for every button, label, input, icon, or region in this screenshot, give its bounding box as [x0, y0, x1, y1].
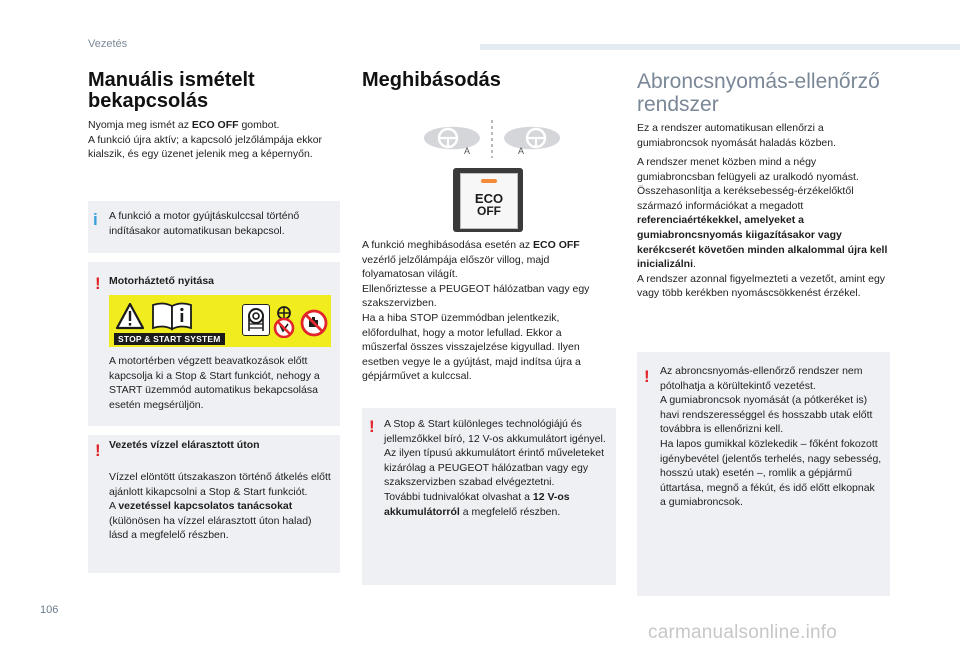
- text-run: vezérlő jelzőlámpája először villog, majd folyamatosan világít.: [362, 253, 550, 281]
- text-run: Az abroncsnyomás-ellenőrző rendszer nem pótolhatja a körültekintő vezetést.: [660, 365, 863, 392]
- info-box: [88, 201, 340, 253]
- text-run: Ha lapos gumikkal közlekedik – főként fokozott igénybevétel (jelentős terhelés, nagy sebesség, hosszú utak) esetén –, romlik a gépjármű úttartása, megnő a fékút, és idő előtt elkopnak a gumiabroncsok.: [660, 437, 882, 509]
- eco-off-indicator-light: [481, 179, 497, 183]
- belt-drive-icon: [242, 304, 270, 336]
- section-title-manual-restart: Manuális ismételt bekapcsolás: [88, 69, 255, 112]
- warning-triangle-icon: [115, 302, 145, 330]
- stop-start-system-label: STOP & START SYSTEM: [114, 333, 225, 345]
- info-icon: i: [93, 210, 98, 229]
- text-run: További tudnivalókat olvashat a: [384, 490, 533, 503]
- warning-box-title: Vezetés vízzel elárasztott úton: [109, 439, 260, 451]
- bold-text: ECO OFF: [191, 119, 239, 131]
- text-run: A rendszer menet közben mind a négy gumiabroncsban felügyeli az uralkodó nyomást. Összehasonlítja a keréksebesség-érzékelőktől származó információkat a megadott: [637, 156, 859, 212]
- battery-warning-text: [384, 417, 608, 519]
- page-number: 106: [40, 604, 59, 616]
- info-box-text: A funkció a motor gyújtáskulccsal történő indításakor automatikusan bekapcsol.: [109, 210, 300, 237]
- bold-text: 12 V-os akkumulátorról: [384, 490, 570, 518]
- text-run: A funkció meghibásodása esetén az: [362, 239, 534, 251]
- text-run: Vízzel elöntött útszakaszon történő átkelés előtt ajánlott kikapcsolni a Stop & Start funkciót.: [109, 471, 331, 498]
- flooded-road-text: [109, 470, 331, 543]
- text-run: .: [693, 258, 696, 271]
- instrument-cluster-illustration: [418, 118, 566, 160]
- bold-text: vezetéssel kapcsolatos tanácsokat: [118, 500, 293, 513]
- warning-box-tyre-pressure: [637, 352, 890, 596]
- watermark: carmanualsonline.info: [648, 622, 838, 643]
- text-run: A: [109, 500, 119, 513]
- stop-start-warning-banner: [109, 295, 331, 347]
- section-title-tyre-pressure: Abroncsnyomás-ellenőrző rendszer: [637, 70, 880, 116]
- text-run: A gumiabroncsok nyomását (a pótkeréket is) havi rendszerességgel és hosszabb utak előtt továbbra is ellenőrizni kell.: [660, 394, 873, 436]
- warning-box-battery: [362, 408, 616, 585]
- section-title-malfunction: Meghibásodás: [362, 69, 501, 91]
- text-run: (különösen ha vízzel elárasztott úton halad) lásd a megfelelő részben.: [109, 514, 312, 542]
- bonnet-warning-text: A motortérben végzett beavatkozások előtt kapcsolja ki a Stop & Start funkciót, nehogy a START üzemmód automatikus bekapcsolása esetén megsérüljön.: [109, 355, 320, 411]
- warning-box-bonnet: [88, 262, 340, 426]
- malfunction-text: [362, 238, 608, 384]
- bold-text: referenciaértékekkel, amelyeket a gumiabroncsnyomás kiigazításakor vagy kerékcserét követően minden alkalommal újra kell inicializálni: [637, 214, 888, 271]
- text-run: a megfelelő részben.: [459, 505, 561, 518]
- tyre-pressure-intro: Ez a rendszer automatikusan ellenőrzi a gumiabroncsok nyomását haladás közben.: [637, 122, 837, 149]
- off-label: OFF: [477, 204, 501, 218]
- bold-text: ECO OFF: [533, 239, 580, 251]
- text-run: gombot.: [238, 119, 280, 131]
- text-run: Az ilyen típusú akkumulátort érintő műveleteket kizárólag a PEUGEOT hálózatban vagy egy szakszervizben szabad elvégeztetni.: [384, 447, 605, 489]
- svg-text:A: A: [518, 146, 525, 156]
- text-run: Nyomja meg ismét az: [88, 119, 192, 131]
- tyre-pressure-text: [637, 155, 895, 301]
- text-run: A Stop & Start különleges technológiájú és jellemzőkkel bíró, 12 V-os akkumulátort igényel.: [384, 418, 606, 445]
- manual-restart-text: [88, 118, 333, 162]
- text-run: A funkció újra aktív; a kapcsoló jelzőlámpája ekkor kialszik, és egy üzenet jelenik meg a képernyőn.: [88, 133, 323, 161]
- no-touch-fan-icon: [271, 304, 297, 338]
- eco-label: ECO: [474, 191, 504, 206]
- header-bar: [480, 44, 960, 50]
- warning-icon: !: [644, 367, 650, 386]
- warning-icon: !: [95, 441, 101, 460]
- warning-icon: !: [95, 274, 101, 293]
- no-hand-icon: [300, 309, 328, 337]
- text-run: A rendszer azonnal figyelmezteti a vezetőt, amint egy vagy több kerékben nyomáscsökkenést érzékel.: [637, 272, 886, 300]
- tyre-pressure-warning-text: [660, 364, 882, 510]
- text-run: Ha a hiba STOP üzemmódban jelentkezik, előfordulhat, hogy a motor lefullad. Ekkor a műszerfal összes visszajelzése kigyullad. Ilyen esetben vegye le a gyújtást, majd indítsa újra a gépjárművet a kulccsal.: [362, 311, 581, 383]
- text-run: Ellenőriztesse a PEUGEOT hálózatban vagy egy szakszervizben.: [362, 282, 590, 310]
- running-header: Vezetés: [88, 38, 128, 50]
- warning-icon: !: [369, 417, 375, 436]
- eco-off-button[interactable]: [453, 168, 523, 232]
- warning-box-title: Motorháztető nyitása: [109, 275, 215, 287]
- svg-text:A: A: [464, 146, 471, 156]
- manual-book-icon: [151, 301, 193, 331]
- warning-box-flooded-road: [88, 435, 340, 573]
